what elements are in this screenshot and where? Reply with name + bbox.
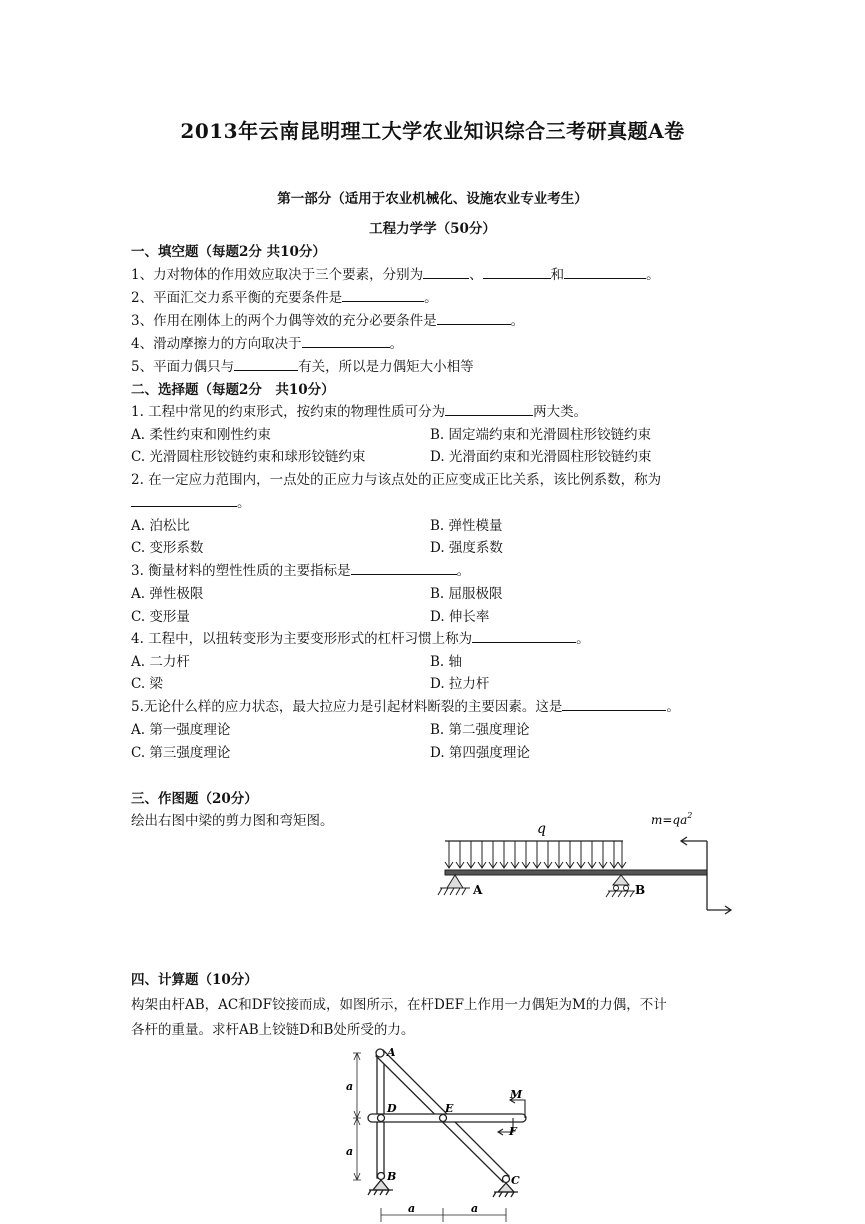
choice-question-2: 2. 在一定应力范围内，一点处的正应力与该点处的正应变成正比关系，该比例系数，称为 xyxy=(131,472,662,488)
hinge-a xyxy=(376,1049,384,1057)
answer-blank[interactable] xyxy=(342,288,424,302)
option-d[interactable]: D. 伸长率 xyxy=(430,609,490,625)
option-b[interactable]: B. 弹性模量 xyxy=(430,518,503,534)
page-title: 2013年云南昆明理工大学农业知识综合三考研真题A卷 xyxy=(180,119,685,143)
section1-heading: 一、填空题（每题2分 共10分） xyxy=(131,244,326,260)
answer-blank[interactable] xyxy=(437,311,511,325)
frame-diagram xyxy=(335,1040,545,1224)
q1-stem: 1. 工程中常见的约束形式，按约束的物理性质可分为 xyxy=(131,404,446,420)
hinge-b xyxy=(378,1173,385,1180)
choice-question-2-blank xyxy=(131,491,251,511)
dimension-left xyxy=(353,1053,361,1180)
section4-heading: 四、计算题（10分） xyxy=(131,972,258,988)
q1-end: 。 xyxy=(646,267,660,283)
option-a[interactable]: A. 泊松比 xyxy=(131,518,190,534)
option-c[interactable]: C. 第三强度理论 xyxy=(131,745,231,761)
section3-heading: 三、作图题（20分） xyxy=(131,791,258,807)
q5-stem-end: 。 xyxy=(666,699,680,715)
q2-text: 2、平面汇交力系平衡的充要条件是 xyxy=(131,290,343,306)
fill-question-1 xyxy=(131,263,660,283)
answer-blank[interactable] xyxy=(234,357,298,371)
q3-end: 。 xyxy=(510,313,525,329)
answer-blank[interactable] xyxy=(423,265,469,279)
option-b[interactable]: B. 屈服极限 xyxy=(430,586,503,602)
q1-text: 1、力对物体的作用效应取决于三个要素，分别为 xyxy=(131,267,424,283)
option-b[interactable]: B. 轴 xyxy=(430,654,463,670)
option-b[interactable]: B. 第二强度理论 xyxy=(430,722,530,738)
answer-blank[interactable] xyxy=(472,629,576,643)
moment-label xyxy=(651,811,692,827)
q1-sep: 、 xyxy=(469,267,483,283)
q1-and: 和 xyxy=(550,267,565,283)
q2-end: 。 xyxy=(424,290,438,306)
choice-question-5 xyxy=(131,695,680,715)
label-c: C xyxy=(511,1174,520,1187)
option-a[interactable]: A. 柔性约束和刚性约束 xyxy=(131,427,271,443)
q5-end: 有关，所以是力偶矩大小相等 xyxy=(298,359,474,375)
label-a-dim-2: a xyxy=(346,1145,354,1158)
q3-stem: 3. 衡量材料的塑性性质的主要指标是 xyxy=(131,563,351,579)
q5-stem: 5.无论什么样的应力状态，最大拉应力是引起材料断裂的主要因素。这是 xyxy=(131,699,563,715)
support-a xyxy=(438,875,470,895)
answer-blank[interactable] xyxy=(483,265,551,279)
label-f: F xyxy=(509,1125,517,1138)
option-d[interactable]: D. 第四强度理论 xyxy=(430,745,530,761)
choice-question-4 xyxy=(131,627,590,647)
load-arrows xyxy=(445,841,626,868)
moment-exponent: 2 xyxy=(687,811,693,820)
answer-blank[interactable] xyxy=(302,334,390,348)
part-heading: 第一部分（适用于农业机械化、设施农业专业考生） xyxy=(277,191,588,207)
q1-stem-end: 两大类。 xyxy=(533,404,588,420)
fill-question-3 xyxy=(131,309,524,329)
option-d[interactable]: D. 光滑面约束和光滑圆柱形铰链约束 xyxy=(430,449,652,465)
label-a-dim-4: a xyxy=(471,1202,479,1215)
label-e: E xyxy=(445,1102,454,1115)
q4-end: 。 xyxy=(389,336,404,352)
label-a-dim-1: a xyxy=(346,1080,354,1093)
option-c[interactable]: C. 变形系数 xyxy=(131,540,204,556)
support-b-label: B xyxy=(635,883,646,897)
support-b xyxy=(606,875,635,897)
option-d[interactable]: D. 强度系数 xyxy=(430,540,503,556)
choice-question-3 xyxy=(131,559,470,579)
hinge-c xyxy=(503,1176,510,1183)
q4-stem-end: 。 xyxy=(576,631,590,647)
q5-text: 5、平面力偶只与 xyxy=(131,359,235,375)
subject-heading: 工程力学学（50分） xyxy=(369,221,496,237)
option-c[interactable]: C. 光滑圆柱形铰链约束和球形铰链约束 xyxy=(131,449,366,465)
hinge-d xyxy=(378,1115,385,1122)
option-a[interactable]: A. 弹性极限 xyxy=(131,586,204,602)
q3-stem-end: 。 xyxy=(456,563,471,579)
beam-diagram xyxy=(425,800,745,925)
section3-text: 绘出右图中梁的剪力图和弯矩图。 xyxy=(131,813,334,829)
label-m: M xyxy=(510,1088,523,1101)
label-b: B xyxy=(387,1170,397,1183)
option-a[interactable]: A. 第一强度理论 xyxy=(131,722,231,738)
hinge-e xyxy=(440,1115,447,1122)
load-label-q: q xyxy=(537,821,546,837)
label-d: D xyxy=(387,1102,397,1115)
label-a-dim-3: a xyxy=(408,1202,416,1215)
section4-text-2: 各杆的重量。求杆AB上铰链D和B处所受的力。 xyxy=(131,1022,415,1038)
option-c[interactable]: C. 变形量 xyxy=(131,609,190,625)
option-d[interactable]: D. 拉力杆 xyxy=(430,676,490,692)
fill-question-4 xyxy=(131,332,403,352)
section4-text-1: 构架由杆AB，AC和DF铰接而成，如图所示，在杆DEF上作用一力偶矩为M的力偶，不计 xyxy=(131,997,667,1013)
moment-text: m=qa xyxy=(651,813,688,827)
dimension-bottom xyxy=(381,1208,506,1222)
option-b[interactable]: B. 固定端约束和光滑圆柱形铰链约束 xyxy=(430,427,652,443)
section2-heading: 二、选择题（每题2分 共10分） xyxy=(131,382,335,398)
answer-blank[interactable] xyxy=(564,265,646,279)
beam xyxy=(445,870,707,875)
q4-text: 4、滑动摩擦力的方向取决于 xyxy=(131,336,302,352)
option-c[interactable]: C. 梁 xyxy=(131,676,163,692)
q2-stem-end: 。 xyxy=(237,495,251,511)
q3-text: 3、作用在刚体上的两个力偶等效的充分必要条件是 xyxy=(131,313,437,329)
fill-question-5 xyxy=(131,355,474,375)
option-a[interactable]: A. 二力杆 xyxy=(131,654,190,670)
fill-question-2 xyxy=(131,286,438,306)
answer-blank[interactable] xyxy=(445,402,533,416)
answer-blank[interactable] xyxy=(351,561,457,575)
choice-question-1 xyxy=(131,400,587,420)
answer-blank[interactable] xyxy=(562,697,666,711)
q4-stem: 4. 工程中，以扭转变形为主要变形形式的杠杆习惯上称为 xyxy=(131,631,473,647)
support-a-label: A xyxy=(473,883,483,897)
label-a: A xyxy=(387,1046,396,1059)
answer-blank[interactable] xyxy=(131,493,237,507)
